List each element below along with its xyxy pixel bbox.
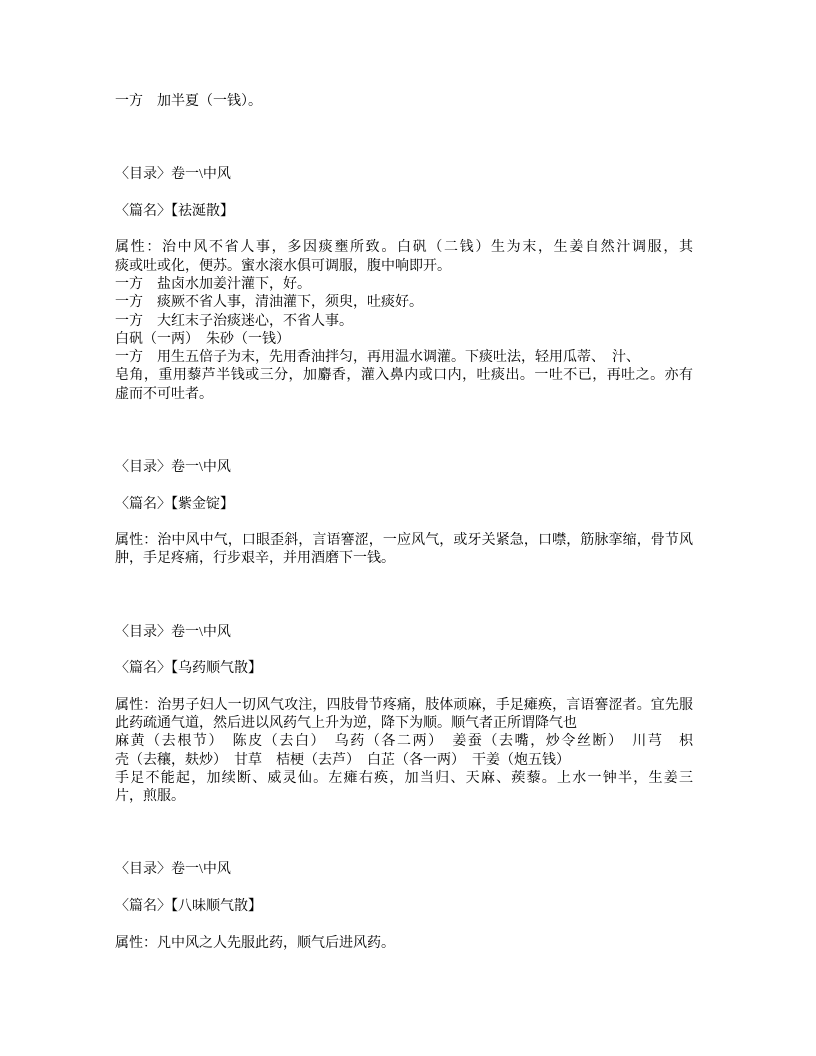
- blank-line: [115, 111, 693, 129]
- catalog-line: 〈目录〉卷一\中风: [115, 624, 231, 640]
- body-line: 属性：治中风中气，口眼歪斜，言语謇涩，一应风气，或牙关紧急，口噤，筋脉挛缩，骨节风: [115, 533, 693, 549]
- catalog-line: 〈目录〉卷一\中风: [115, 459, 231, 475]
- blank-line: [115, 916, 693, 934]
- section-title: 〈篇名〉【祛涎散】: [115, 203, 234, 219]
- body-line: 手足不能起，加续断、威灵仙。左瘫右痪，加当归、天麻、蒺藜。上水一钟半，生姜三: [115, 770, 693, 786]
- blank-line: [115, 569, 693, 587]
- blank-line: [115, 184, 693, 202]
- blank-line: [115, 404, 693, 422]
- body-line: 属性：治中风不省人事，多因痰壅所致。白矾（二钱）生为末，生姜自然汁调服，其: [115, 240, 693, 256]
- body-line: 麻黄（去根节） 陈皮（去白） 乌药（各二两） 姜蚕（去嘴，炒令丝断） 川芎 枳: [115, 734, 693, 750]
- body-line: 痰或吐或化，便苏。蜜水滚水俱可调服，腹中响即开。: [115, 258, 451, 274]
- blank-line: [115, 148, 693, 166]
- body-line: 肿，手足疼痛，行步艰辛，并用酒磨下一钱。: [115, 551, 395, 567]
- body-line: 皂角，重用藜芦半钱或三分，加麝香，灌入鼻内或口内，吐痰出。一吐不已，再吐之。亦有: [115, 368, 693, 384]
- body-line: 一方 用生五倍子为末，先用香油拌匀，再用温水调灌。下痰吐法，轻用瓜蒂、 汁、: [115, 350, 640, 366]
- blank-line: [115, 221, 693, 239]
- blank-line: [115, 807, 693, 825]
- catalog-line: 〈目录〉卷一\中风: [115, 167, 231, 183]
- body-line: 一方 痰厥不省人事，清油灌下，须臾，吐痰好。: [115, 295, 423, 311]
- document-text: [115, 93, 693, 953]
- section-title: 〈篇名〉【紫金锭】: [115, 496, 234, 512]
- body-line: 此药疏通气道，然后进以风药气上升为逆，降下为顺。顺气者正所谓降气也: [115, 716, 577, 732]
- body-line: 属性：凡中风之人先服此药，顺气后进风药。: [115, 935, 395, 951]
- blank-line: [115, 605, 693, 623]
- catalog-line: 〈目录〉卷一\中风: [115, 862, 231, 878]
- blank-line: [115, 477, 693, 495]
- blank-line: [115, 422, 693, 440]
- body-line: 虚而不可吐者。: [115, 386, 213, 402]
- blank-line: [115, 514, 693, 532]
- blank-line: [115, 679, 693, 697]
- body-line: 一方 盐卤水加姜汁灌下，好。: [115, 276, 311, 292]
- section-title: 〈篇名〉【乌药顺气散】: [115, 661, 262, 677]
- body-line: 壳（去穰，麸炒） 甘草 桔梗（去芦） 白芷（各一两） 干姜（炮五钱）: [115, 752, 570, 768]
- body-line: 片，煎服。: [115, 789, 185, 805]
- blank-line: [115, 825, 693, 843]
- blank-line: [115, 642, 693, 660]
- blank-line: [115, 587, 693, 605]
- blank-line: [115, 441, 693, 459]
- blank-line: [115, 880, 693, 898]
- blank-line: [115, 130, 693, 148]
- body-line: 一方 加半夏（一钱）。: [115, 94, 262, 109]
- body-line: 属性：治男子妇人一切风气攻注，四肢骨节疼痛，肢体顽麻，手足瘫痪，言语謇涩者。宜先服: [115, 697, 693, 713]
- body-line: 一方 大红末子治痰迷心，不省人事。: [115, 313, 353, 329]
- section-title: 〈篇名〉【八味顺气散】: [115, 899, 262, 915]
- body-line: 白矾（一两） 朱砂（一钱）: [115, 331, 290, 347]
- blank-line: [115, 843, 693, 861]
